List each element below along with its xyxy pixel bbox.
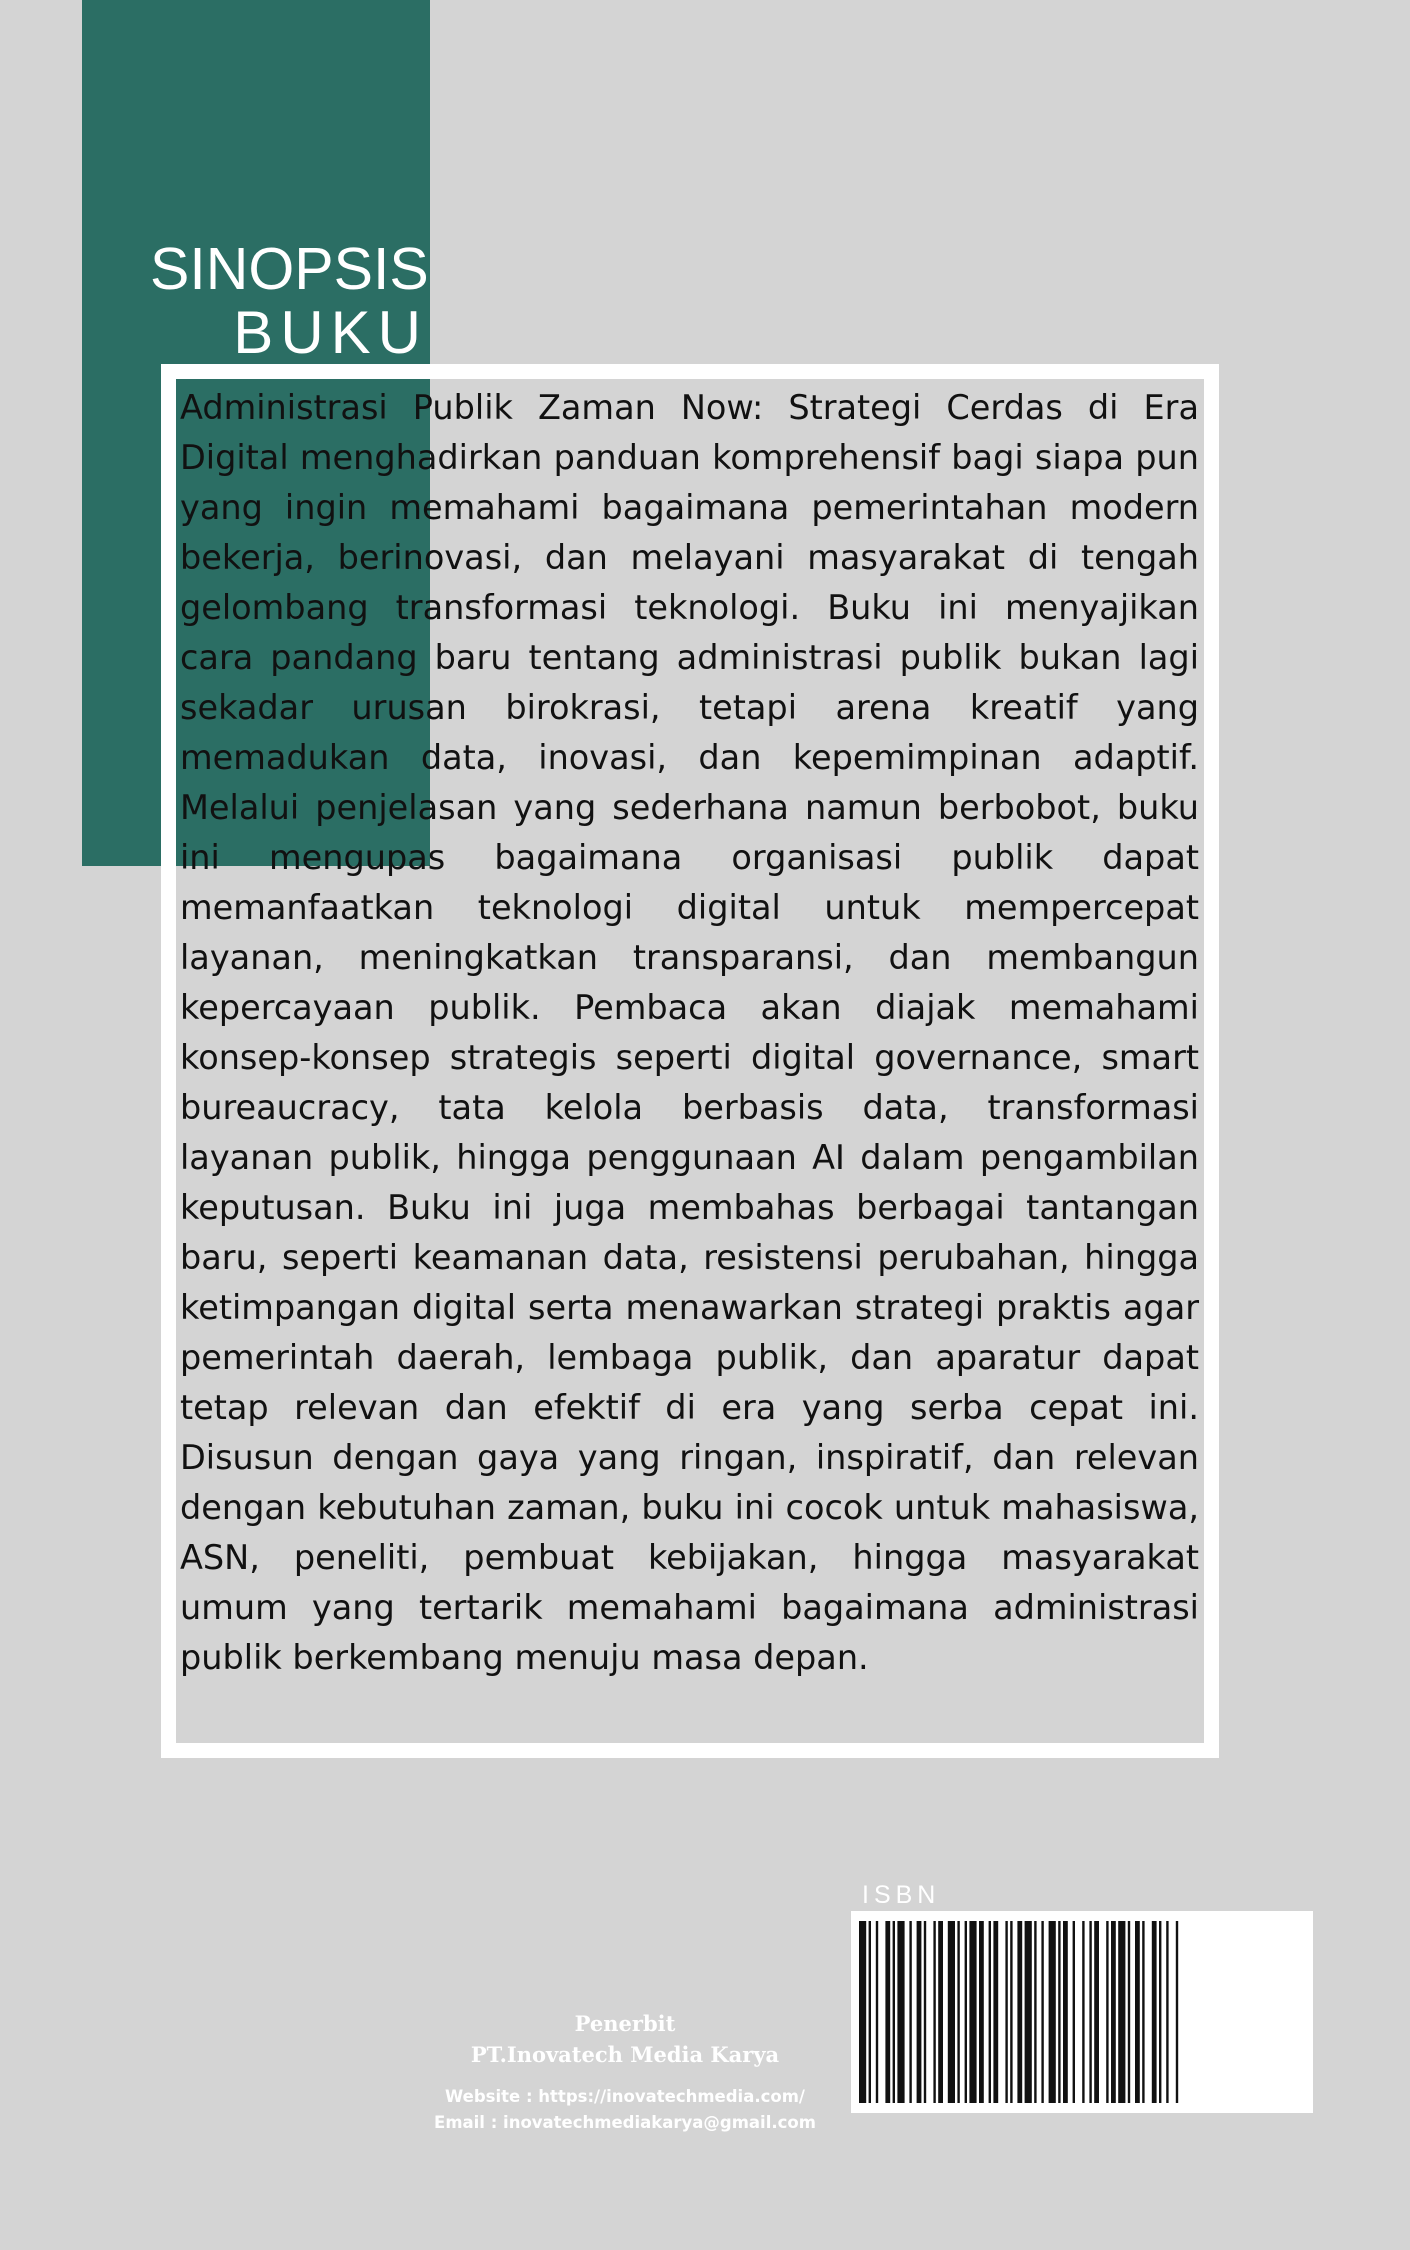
barcode-bar [1089,1921,1091,2103]
barcode-bar [1111,1921,1116,2103]
barcode-bar [993,1921,998,2103]
heading-line-buku: BUKU [233,299,428,366]
barcode-bar [1017,1921,1022,2103]
barcode-bar [876,1921,878,2103]
publisher-email: Email : inovatechmediakarya@gmail.com [434,2113,816,2132]
heading-line-sinopsis: SINOPSIS [150,236,429,302]
barcode-bar [1034,1921,1036,2103]
barcode-bar [885,1921,890,2103]
barcode-bar [969,1921,976,2103]
barcode-bar [1094,1921,1099,2103]
barcode-bar [1118,1921,1125,2103]
barcode-bar [1063,1921,1068,2103]
barcode-bar [893,1921,895,2103]
isbn-label: ISBN [862,1881,941,1909]
barcode-bar [1106,1921,1108,2103]
publisher-website: Website : https://inovatechmedia.com/ [445,2087,805,2106]
publisher-label: Penerbit [574,2011,676,2036]
barcode-bar [957,1921,959,2103]
barcode-bar [1049,1921,1056,2103]
barcode-bar [1073,1921,1075,2103]
publisher-info [380,2008,870,2136]
barcode-bar [1159,1921,1161,2103]
barcode-bar [1005,1921,1007,2103]
barcode-bar [948,1921,955,2103]
barcode-bar [917,1921,922,2103]
barcode-bar [989,1921,991,2103]
barcode-graphic [851,1911,1313,2113]
barcode-bar [979,1921,984,2103]
isbn-barcode [851,1911,1313,2113]
publisher-name: PT.Inovatech Media Karya [470,2042,780,2067]
barcode-bar [965,1921,967,2103]
barcode-bar [1025,1921,1032,2103]
barcode-bar [933,1921,935,2103]
barcode-bar [938,1921,943,2103]
barcode-bar [1176,1921,1178,2103]
barcode-bar [1041,1921,1043,2103]
synopsis-text: Administrasi Publik Zaman Now: Strategi Cerdas di Era Digital menghadirkan panduan komprehensif bagi siapa pun yang ingin memahami bagaimana pemerintahan modern bekerja, berinovasi, dan melayani masyarakat di tengah gelombang transformasi teknologi. Buku ini menyajikan cara pandang baru tentang administrasi publik bukan lagi sekadar urusan birokrasi, tetapi arena kreatif yang memadukan data, inovasi, dan kepemimpinan adaptif. Melalui penjelasan yang sederhana namun berbobot, buku ini mengupas bagaimana organisasi publik dapat memanfaatkan teknologi digital untuk mempercepat layanan, meningkatkan transparansi, dan membangun kepercayaan publik. Pembaca akan diajak memahami konsep-konsep strategis seperti digital governance, smart bureaucracy, tata kelola berbasis data, transformasi layanan publik, hingga penggunaan AI dalam pengambilan keputusan. Buku ini juga membahas berbagai tantangan baru, seperti keamanan data, resistensi perubahan, hingga ketimpangan digital serta menawarkan strategi praktis agar pemerintah daerah, lembaga publik, dan aparatur dapat tetap relevan dan efektif di era yang serba cepat ini. Disusun dengan gaya yang ringan, inspiratif, dan relevan dengan kebutuhan zaman, buku ini cocok untuk mahasiswa, ASN, peneliti, pembuat kebijakan, hingga masyarakat umum yang tertarik memahami bagaimana administrasi publik berkembang menuju masa depan. [180,388,1199,1677]
barcode-bar [909,1921,911,2103]
barcode-bar [1142,1921,1144,2103]
barcode-bar [1082,1921,1084,2103]
barcode-bar [1152,1921,1157,2103]
section-heading [150,236,429,366]
barcode-bar [897,1921,904,2103]
barcode-bar [924,1921,926,2103]
barcode-bar [1135,1921,1140,2103]
barcode-bar [1128,1921,1130,2103]
barcode-bar [1166,1921,1168,2103]
barcode-bar [1010,1921,1012,2103]
barcode-bar [1058,1921,1060,2103]
